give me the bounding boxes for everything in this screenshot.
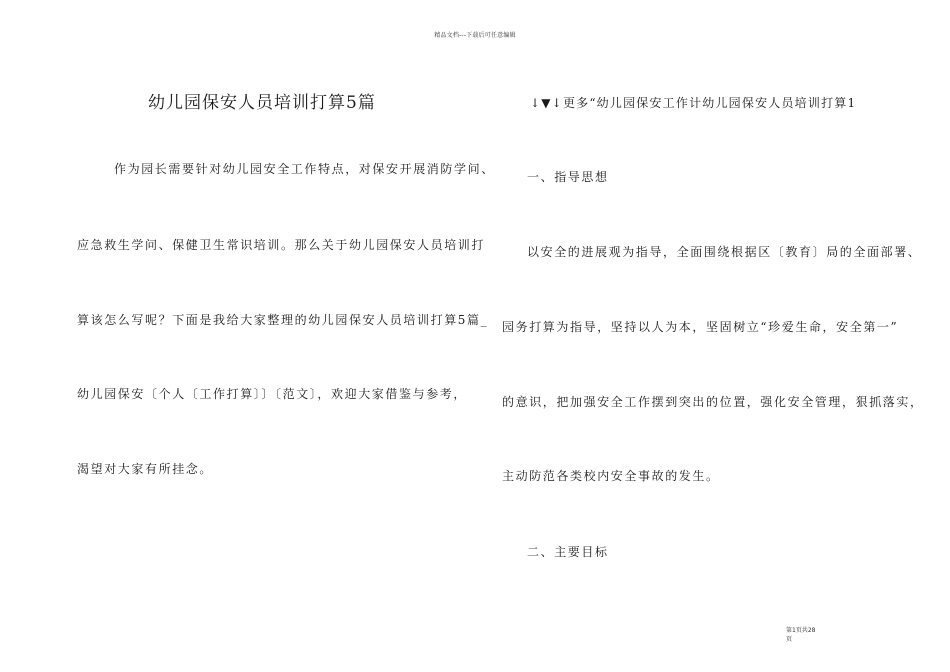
right-paragraph-line-2: 园务打算为指导，坚持以人为本，坚固树立“珍爱生命，安全第一”	[502, 320, 899, 334]
right-paragraph-line-4: 主动防范各类校内安全事故的发生。	[502, 469, 720, 483]
left-paragraph-line-3: 算该怎么写呢？下面是我给大家整理的幼儿园保安人员培训打算5篇_	[77, 313, 489, 327]
left-paragraph-line-2: 应急救生学问、保健卫生常识培训。那么关于幼儿园保安人员培训打	[77, 238, 486, 252]
document-title: 幼儿园保安人员培训打算5篇	[148, 93, 376, 113]
page-number-line-1: 第1页共28	[786, 627, 816, 634]
page-number	[786, 626, 826, 644]
left-paragraph-line-5: 渴望对大家有所挂念。	[77, 462, 214, 476]
right-paragraph-line-3: 的意识，把加强安全工作摆到突出的位置，强化安全管理，狠抓落实，	[502, 395, 924, 409]
right-paragraph-line-1: 以安全的进展观为指导，全面围绕根据区〔教育〕局的全面部署、	[527, 245, 922, 259]
more-link-line: ↓▼↓更多“幼儿园保安工作计幼儿园保安人员培训打算1	[530, 96, 857, 110]
section-heading-guiding-ideology: 一、指导思想	[527, 170, 609, 184]
left-paragraph-line-4: 幼儿园保安〔个人〔工作打算〕〕〔范文〕，欢迎大家借鉴与参考，	[77, 387, 468, 401]
section-heading-main-goals: 二、主要目标	[527, 545, 609, 559]
page-number-line-2: 页	[786, 636, 793, 643]
header-note: 精品文档---下载后可任意编辑	[434, 32, 516, 39]
left-paragraph-line-1: 作为园长需要针对幼儿园安全工作特点，对保安开展消防学问、	[114, 162, 495, 176]
